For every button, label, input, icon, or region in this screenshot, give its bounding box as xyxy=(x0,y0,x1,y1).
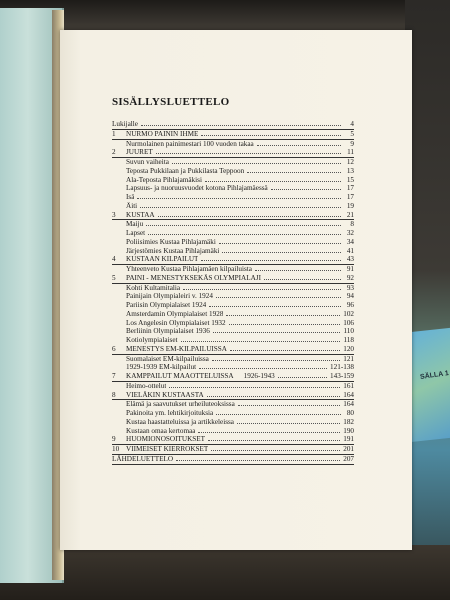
toc-entry-title: Isä xyxy=(126,193,135,201)
toc-dot-leader xyxy=(213,327,341,333)
toc-dot-leader xyxy=(201,255,341,261)
toc-entry xyxy=(112,409,354,418)
toc-entry-title: Ala-Teposta Pihlajamäkisi xyxy=(126,175,202,184)
toc-entry-title: MENESTYS EM-KILPAILUISSA xyxy=(126,344,227,353)
toc-entry xyxy=(112,319,354,328)
toc-entry xyxy=(112,345,354,354)
toc-entry-page: 96 xyxy=(346,301,354,309)
toc-entry-title: Kustaa haastatteluissa ja artikkeleissa xyxy=(126,417,234,426)
toc-entry-title: 1929-1939 EM-kilpailut xyxy=(126,363,197,372)
toc-entry-title: HUOMIONOSOITUKSET xyxy=(126,435,206,444)
toc-entry xyxy=(112,220,354,229)
toc-entry-page: 143-159 xyxy=(330,372,354,380)
toc-entry-page: 11 xyxy=(347,148,354,157)
toc-entry xyxy=(112,140,354,149)
map-fragment xyxy=(410,328,450,442)
toc-entry-number: 6 xyxy=(112,344,116,353)
toc-dot-leader xyxy=(230,345,340,351)
toc-entry-title: Teposta Pukkilaan ja Pukkilasta Teppoon xyxy=(126,166,245,175)
background-bottom xyxy=(0,545,450,600)
toc-entry-page: 93 xyxy=(346,283,354,292)
toc-entry-page: 21 xyxy=(346,210,354,219)
toc-entry-title: Suomalaiset EM-kilpailuissa xyxy=(126,354,209,363)
toc-entry-title: VIELÄKIN KUSTAASTA xyxy=(126,390,204,399)
toc-entry xyxy=(112,310,354,319)
toc-entry-page: 13 xyxy=(346,166,354,175)
toc-entry-title: PAINI - MENESTYKSEKÄS OLYMPIALAJI xyxy=(126,273,261,282)
toc-entry-title: Los Angelesin Olympialaiset 1932 xyxy=(126,318,226,327)
toc-entry-number: 5 xyxy=(112,273,116,282)
toc-entry-page: 190 xyxy=(343,426,354,435)
toc-entry-year-range: 1926-1943 xyxy=(243,372,275,380)
toc-dot-leader xyxy=(255,265,341,271)
toc-entry xyxy=(112,148,354,157)
map-label: SÄLLA 1 xyxy=(419,370,450,381)
toc-dot-leader xyxy=(208,435,340,441)
toc-entry-number: 8 xyxy=(112,390,116,399)
toc-entry-title: Amsterdamin Olympialaiset 1928 xyxy=(126,309,224,318)
toc-entry-title: Yhteenveto Kustaa Pihlajamäen kilpailuista xyxy=(126,265,252,273)
toc-entry-page: 118 xyxy=(343,336,354,344)
toc-entry-page: 15 xyxy=(346,175,354,184)
toc-entry-title: KAMPPAILUT MAAOTTELUISSA xyxy=(126,372,234,380)
toc-dot-leader xyxy=(146,220,341,226)
toc-entry xyxy=(112,120,354,129)
toc-entry-title: Suvun vaiheita xyxy=(126,158,169,166)
toc-dot-leader xyxy=(209,301,341,307)
toc-entry-page: 8 xyxy=(350,220,354,229)
toc-entry xyxy=(112,435,354,444)
toc-entry-title: Lukijalle xyxy=(112,120,138,128)
toc-dot-leader xyxy=(207,391,341,397)
toc-entry-page: 121 xyxy=(343,354,354,363)
toc-entry-title: LÄHDELUETTELO xyxy=(112,454,174,463)
toc-entry-page: 92 xyxy=(346,273,354,282)
toc-entry xyxy=(112,355,354,364)
toc-entry-page: 17 xyxy=(346,184,354,193)
toc-dot-leader xyxy=(172,158,341,164)
toc-entry xyxy=(112,176,354,185)
toc-entry xyxy=(112,455,354,464)
toc-entry xyxy=(112,274,354,283)
toc-entry-page: 43 xyxy=(346,255,354,264)
toc-entry-title: Poliisimies Kustaa Pihlajamäki xyxy=(126,237,216,246)
toc-dot-leader xyxy=(278,372,327,378)
toc-entry-page: 17 xyxy=(346,193,354,201)
book-page xyxy=(60,30,412,550)
toc-entry-page: 5 xyxy=(350,129,354,138)
toc-dot-leader xyxy=(169,382,340,388)
toc-entry xyxy=(112,184,354,193)
toc-entry-title: Kustaan omaa kertomaa xyxy=(126,426,196,435)
toc-dot-leader xyxy=(199,363,327,369)
toc-entry-page: 161 xyxy=(343,381,354,390)
toc-entry-page: 106 xyxy=(343,318,354,327)
toc-entry-title: Pariisin Olympialaiset 1924 xyxy=(126,301,207,309)
toc-entry-title: Kohti Kultamitalia xyxy=(126,283,181,292)
toc-entry-page: 19 xyxy=(346,201,354,210)
toc-heading: SISÄLLYSLUETTELO xyxy=(112,96,230,108)
toc-dot-leader xyxy=(237,418,340,424)
toc-entry-page: 207 xyxy=(343,454,354,463)
toc-entry-title: Heimo-ottelut xyxy=(126,381,167,390)
toc-dot-leader xyxy=(216,409,341,415)
toc-entry-title: Maiju xyxy=(126,220,144,229)
toc-dot-leader xyxy=(238,400,340,406)
toc-entry-number: 4 xyxy=(112,255,116,264)
toc-entry xyxy=(112,247,354,256)
toc-entry-page: 121-138 xyxy=(330,363,354,372)
toc-entry-title: Berliinin Olympialaiset 1936 xyxy=(126,327,210,336)
toc-entry-page: 80 xyxy=(346,409,354,417)
toc-entry xyxy=(112,427,354,436)
toc-dot-leader xyxy=(181,336,341,342)
toc-entry-title: Elämä ja saavutukset urheiluteoksissa xyxy=(126,400,235,409)
toc-entry-title: KUSTAAN KILPAILUT xyxy=(126,255,199,264)
toc-dot-leader xyxy=(205,176,341,182)
toc-entry-number: 10 xyxy=(112,445,120,453)
toc-dot-leader xyxy=(201,130,341,136)
toc-entry xyxy=(112,229,354,238)
toc-entry xyxy=(112,130,354,139)
toc-entry-page: 9 xyxy=(350,139,354,148)
toc-entry xyxy=(112,382,354,391)
toc-entry xyxy=(112,193,354,202)
toc-entry-title: Äiti xyxy=(126,201,138,210)
toc-entry-number: 3 xyxy=(112,210,116,219)
toc-dot-leader xyxy=(229,319,341,325)
toc-entry xyxy=(112,418,354,427)
toc-dot-leader xyxy=(257,140,341,146)
toc-dot-leader xyxy=(156,148,341,154)
toc-dot-leader xyxy=(222,247,341,253)
toc-entry-page: 41 xyxy=(346,246,354,255)
toc-entry-number: 2 xyxy=(112,148,116,157)
toc-entry-page: 164 xyxy=(343,390,354,399)
toc-entry-page: 191 xyxy=(343,435,354,444)
toc-entry-page: 94 xyxy=(346,292,354,301)
toc-dot-leader xyxy=(212,355,340,361)
toc-entry xyxy=(112,363,354,372)
toc-entry xyxy=(112,336,354,345)
toc-entry-page: 4 xyxy=(350,120,354,128)
toc-entry-number: 1 xyxy=(112,129,116,138)
toc-divider xyxy=(112,464,354,465)
toc-entry-page: 102 xyxy=(343,309,354,318)
toc-dot-leader xyxy=(140,202,341,208)
toc-dot-leader xyxy=(183,284,341,290)
toc-entry-page: 32 xyxy=(346,229,354,237)
toc-entry xyxy=(112,372,354,381)
toc-entry xyxy=(112,391,354,400)
toc-entry-title: Kotiolympialaiset xyxy=(126,336,178,344)
toc-entry-title: VIIMEISET KIERROKSET xyxy=(126,445,209,453)
toc-dot-leader xyxy=(141,120,341,126)
toc-entry xyxy=(112,292,354,301)
toc-entry-page: 164 xyxy=(343,400,354,409)
toc-entry-title: Pakinoita ym. lehtikirjoituksia xyxy=(126,409,214,417)
toc-entry-number: 9 xyxy=(112,435,116,444)
toc-entry-page: 12 xyxy=(346,158,354,166)
toc-entry xyxy=(112,167,354,176)
toc-dot-leader xyxy=(211,445,340,451)
toc-dot-leader xyxy=(137,193,341,199)
toc-dot-leader xyxy=(148,229,341,235)
toc-entry-page: 110 xyxy=(343,327,354,336)
toc-entry-title: JUURET xyxy=(126,148,153,157)
toc-dot-leader xyxy=(247,167,341,173)
toc-dot-leader xyxy=(264,274,341,280)
toc-entry-title: NURMO PAININ IHME xyxy=(126,129,199,138)
toc-entry xyxy=(112,265,354,274)
toc-entry-page: 201 xyxy=(343,445,354,453)
toc-entry-title: KUSTAA xyxy=(126,210,155,219)
toc-entry xyxy=(112,445,354,454)
toc-entry-title: Painijain Olympialeiri v. 1924 xyxy=(126,292,213,301)
toc-entry xyxy=(112,255,354,264)
toc-entry xyxy=(112,400,354,409)
toc-dot-leader xyxy=(158,211,341,217)
toc-entry-page: 34 xyxy=(346,237,354,246)
toc-dot-leader xyxy=(198,427,340,433)
toc-dot-leader xyxy=(219,238,341,244)
toc-entry xyxy=(112,211,354,220)
toc-entry-page: 182 xyxy=(343,417,354,426)
toc-entry-title: Lapsuus- ja nuoruusvuodet kotona Pihlajamäessä xyxy=(126,184,268,193)
table-of-contents xyxy=(112,120,354,465)
toc-entry-page: 91 xyxy=(346,265,354,273)
toc-dot-leader xyxy=(271,184,341,190)
toc-dot-leader xyxy=(176,455,340,461)
toc-entry xyxy=(112,327,354,336)
toc-entry xyxy=(112,301,354,310)
toc-dot-leader xyxy=(226,310,340,316)
toc-entry-title: Järjestömies Kustaa Pihlajamäki xyxy=(126,246,220,255)
toc-entry xyxy=(112,238,354,247)
toc-entry xyxy=(112,202,354,211)
toc-entry xyxy=(112,158,354,167)
toc-entry-title: Nurmolainen painimestari 100 vuoden takaa xyxy=(126,139,254,148)
toc-entry-number: 7 xyxy=(112,372,116,380)
toc-entry xyxy=(112,284,354,293)
toc-entry-title: Lapset xyxy=(126,229,146,237)
toc-entry-page: 120 xyxy=(343,344,354,353)
toc-dot-leader xyxy=(216,292,341,298)
